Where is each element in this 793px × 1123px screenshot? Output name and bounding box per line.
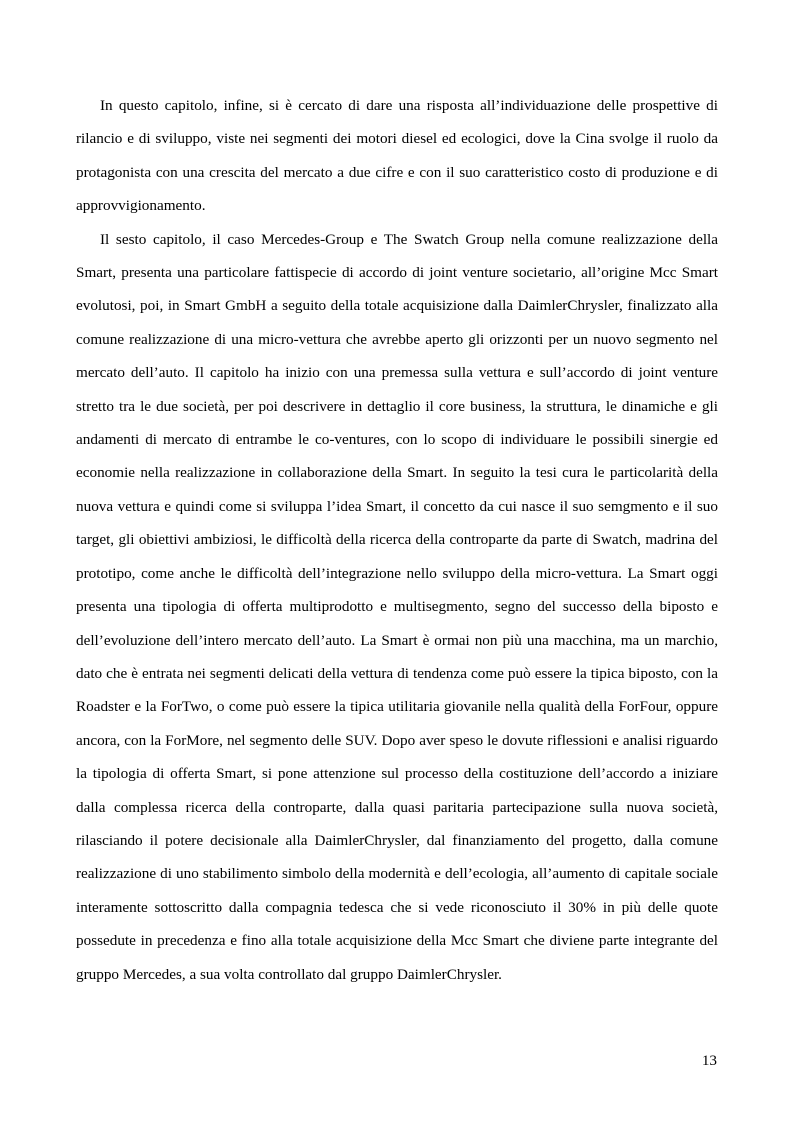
paragraph-2: Il sesto capitolo, il caso Mercedes-Group e The Swatch Group nella comune realizzazione della Smart, presenta una particolare fattispecie di accordo di joint venture societario, all’origine Mcc Smart evolutosi, poi, in Smart GmbH a seguito della totale acquisizione dalla DaimlerChrysler, finalizzato alla comune realizzazione di una micro-vettura che avrebbe aperto gli orizzonti per un nuovo segmento nel mercato dell’auto. Il capitolo ha inizio con una premessa sulla vettura e sull’accordo di joint venture stretto tra le due società, per poi descrivere in dettaglio il core business, la struttura, le dinamiche e gli andamenti di mercato di entrambe le co-ventures, con lo scopo di individuare le possibili sinergie ed economie nella realizzazione in collaborazione della Smart. In seguito la tesi cura le particolarità della nuova vettura e quindi come si sviluppa l’idea Smart, il concetto da cui nasce il suo semgmento e il suo target, gli obiettivi ambiziosi, le difficoltà della ricerca della controparte da parte di Swatch, madrina del prototipo, come anche le difficoltà dell’integrazione nello sviluppo della micro-vettura. La Smart oggi presenta una tipologia di offerta multiprodotto e multisegmento, segno del successo della biposto e dell’evoluzione dell’intero mercato dell’auto. La Smart è ormai non più una macchina, ma un marchio, dato che è entrata nei segmenti delicati della vettura di tendenza come può essere la tipica biposto, con la Roadster e la ForTwo, o come può essere la tipica utilitaria giovanile nella qualità della ForFour, oppure ancora, con la ForMore, nel segmento delle SUV. Dopo aver speso le dovute riflessioni e analisi riguardo la tipologia di offerta Smart, si pone attenzione sul processo della costituzione dell’accordo a iniziare dalla complessa ricerca della controparte, dalla quasi paritaria partecipazione sulla nuova società, rilasciando il potere decisionale alla DaimlerChrysler, dal finanziamento del progetto, dalla comune realizzazione di uno stabilimento simbolo della modernità e dell’ecologia, all’aumento di capitale sociale interamente sottoscritto dalla compagnia tedesca che si vede riconosciuto il 30% in più delle quote possedute in precedenza e fino alla totale acquisizione della Mcc Smart che diviene parte integrante del gruppo Mercedes, a sua volta controllato dal gruppo DaimlerChrysler.: [76, 230, 718, 983]
page-number: 13: [701, 1052, 717, 1069]
paragraph-1: In questo capitolo, infine, si è cercato di dare una risposta all’individuazione delle prospettive di rilancio e di sviluppo, viste nei segmenti dei motori diesel ed ecologici, dove la Cina svolge il ruolo da protagonista con una crescita del mercato a due cifre e con il suo caratteristico costo di produzione e di approvvigionamento.: [76, 97, 718, 215]
body-text: [76, 89, 718, 991]
